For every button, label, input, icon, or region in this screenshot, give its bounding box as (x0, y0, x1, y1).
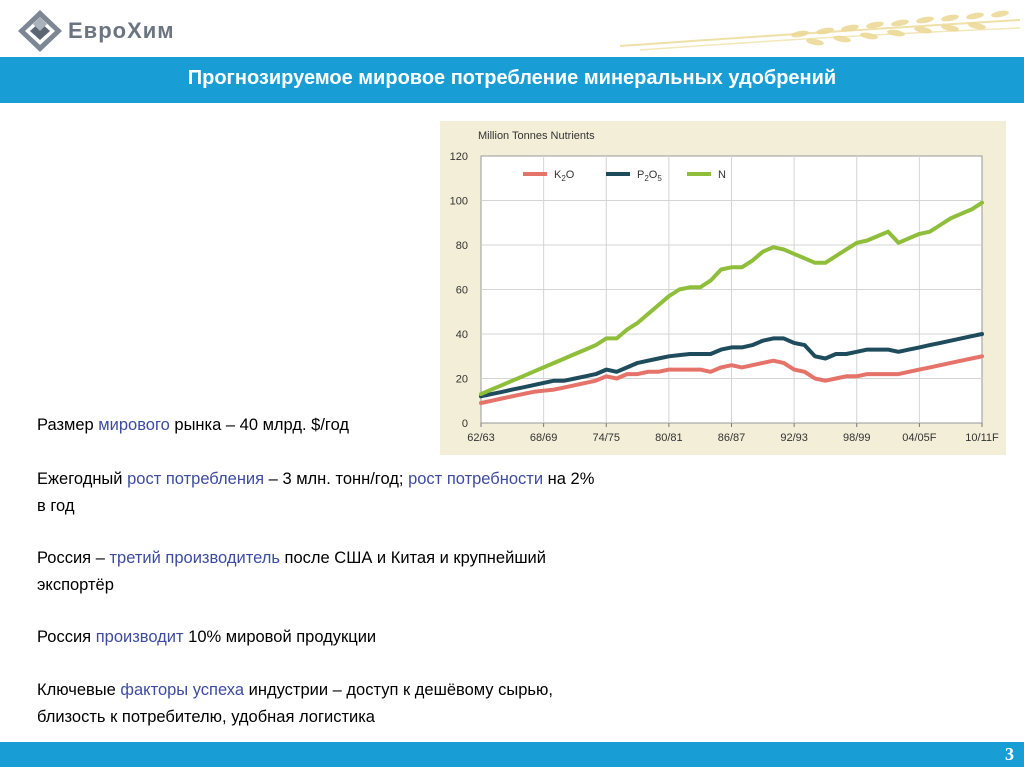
y-tick-label: 80 (455, 240, 468, 252)
y-tick-label: 0 (461, 418, 468, 430)
bullet-text: Россия – (37, 549, 110, 567)
highlighted-text: факторы успеха (120, 681, 245, 699)
consumption-chart (440, 121, 1006, 455)
bullet-text: рынка – 40 млрд. $/год (169, 416, 350, 434)
chart-svg (440, 121, 1006, 455)
wheat-decoration-icon (620, 2, 1020, 54)
x-tick-label: 04/05F (902, 432, 937, 444)
y-tick-label: 100 (449, 195, 468, 208)
bullet-text: Размер (37, 416, 99, 434)
legend-label: $P_2O_5$ (637, 169, 662, 183)
page-title: Прогнозируемое мировое потребление минеральных удобрений (187, 67, 837, 89)
y-tick-label: 20 (455, 373, 468, 386)
title-bar (0, 57, 1024, 103)
x-tick-label: 68/69 (529, 432, 558, 444)
y-tick-label: 40 (455, 329, 468, 341)
highlighted-text: рост потребности (408, 470, 544, 488)
footer-bar (0, 742, 1024, 767)
bullet-text: после США и Китая и крупнейший экспортёр (37, 549, 546, 594)
y-tick-label: 60 (455, 284, 468, 297)
bullet-russia-producer (37, 545, 597, 599)
highlighted-text: третий производитель (109, 549, 280, 567)
legend-label: N (718, 169, 726, 181)
bullet-success-factors (37, 677, 597, 731)
logo-text: ЕвроХим (68, 18, 175, 43)
highlighted-text: мирового (98, 416, 170, 434)
bullet-text: – 3 млн. тонн/год; (264, 470, 409, 488)
y-tick-label: 120 (449, 151, 468, 163)
x-tick-label: 86/87 (717, 432, 746, 444)
logo-emblem-icon (14, 8, 66, 54)
x-tick-label: 10/11F (965, 432, 999, 444)
bullet-text: 10% мировой продукции (183, 628, 377, 646)
bullet-russia-share (37, 624, 597, 651)
highlighted-text: производит (95, 628, 184, 646)
highlighted-text: рост потребления (127, 470, 265, 488)
y-axis-title: Million Tonnes Nutrients (478, 130, 595, 142)
bullet-text: Россия (37, 628, 96, 646)
bullet-consumption-growth (37, 466, 597, 520)
x-tick-label: 98/99 (842, 432, 871, 444)
page-number: 3 (1005, 744, 1014, 764)
x-tick-label: 80/81 (655, 432, 683, 444)
bullet-text: Ключевые (37, 681, 121, 699)
x-tick-label: 74/75 (592, 432, 621, 444)
bullet-text: индустрии – доступ к дешёвому сырью, близость к потребителю, удобная логистика (37, 681, 553, 726)
x-tick-label: 62/63 (467, 432, 495, 444)
bullet-text: Ежегодный (37, 470, 128, 488)
legend-label: $K_2O$ (554, 169, 575, 183)
bullet-market-size (37, 412, 597, 439)
x-tick-label: 92/93 (780, 432, 808, 444)
bullet-text: на 2% в год (37, 470, 595, 515)
